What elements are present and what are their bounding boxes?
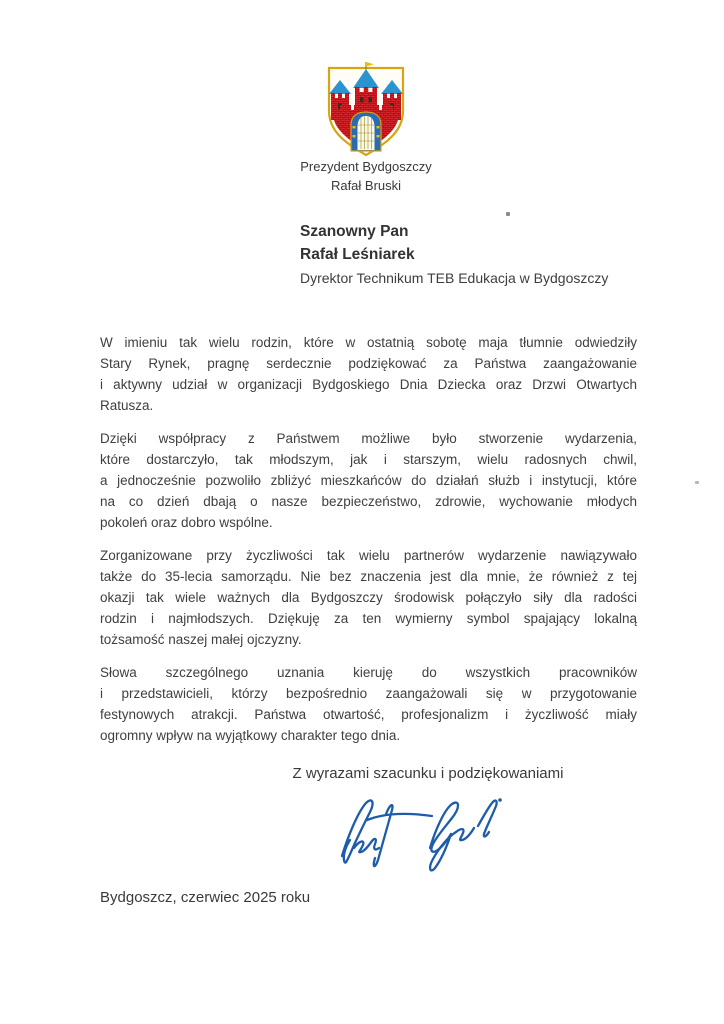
- paragraph-2: [100, 428, 637, 533]
- body-line: i aktywny udział w organizacji Bydgoskiego Dnia Dziecka oraz Drzwi Otwartych: [100, 377, 637, 392]
- letterhead-sender-name: Rafał Bruski: [330, 178, 402, 193]
- body-line: także do 35-lecia samorządu. Nie bez znaczenia jest dla mnie, że również z tej: [100, 569, 637, 584]
- body-line: pokoleń oraz dobro wspólne.: [100, 515, 273, 530]
- bydgoszcz-coat-of-arms-icon: [327, 61, 405, 157]
- body-line: Stary Rynek, pragnę serdecznie podziękować za Państwa zaangażowanie: [100, 356, 637, 371]
- paragraph-4: [100, 662, 637, 746]
- dateline: Bydgoszcz, czerwiec 2025 roku: [100, 889, 311, 906]
- scan-artifact-speck: [506, 212, 510, 216]
- body-line: Ratusza.: [100, 398, 154, 413]
- recipient-salutation: Szanowny Pan: [300, 223, 409, 240]
- paragraph-1: [100, 332, 637, 416]
- body-line: W imieniu tak wielu rodzin, które w ostatnią sobotę maja tłumnie odwiedziły: [100, 335, 637, 350]
- letterhead-office-block: [266, 157, 466, 195]
- body-line: Zorganizowane przy życzliwości tak wielu partnerów wydarzenie nawiązywało: [100, 548, 637, 563]
- handwritten-signature-icon: [334, 790, 509, 878]
- letterhead-office-title: Prezydent Bydgoszczy: [300, 159, 432, 174]
- scan-artifact-speck: [695, 481, 699, 484]
- body-line: które dostarczyło, tak młodszym, jak i starszym, wielu radosnych chwil,: [100, 452, 637, 467]
- body-line: tożsamość naszej małej ojczyzny.: [100, 632, 302, 647]
- body-line: rodzin i najmłodszych. Dziękuję za ten wymierny symbol spajający lokalną: [100, 611, 637, 626]
- recipient-title: Dyrektor Technikum TEB Edukacja w Bydgoszczy: [300, 270, 609, 286]
- body-line: okazji tak wiele ważnych dla Bydgoszczy środowisk połączyło siły dla radości: [100, 590, 637, 605]
- letter-body: [100, 332, 637, 758]
- recipient-block: [300, 220, 608, 290]
- body-line: na co dzień dbają o nasze bezpieczeństwo, zdrowie, wychowanie młodych: [100, 494, 637, 509]
- body-line: festynowych atrakcji. Państwa otwartość, profesjonalizm i życzliwość miały: [100, 707, 637, 722]
- body-line: a jednocześnie pozwoliło zbliżyć mieszkańców do działań służb i instytucji, które: [100, 473, 637, 488]
- body-line: i przedstawicieli, którzy bezpośrednio zaangażowali się w przygotowanie: [100, 686, 637, 701]
- body-line: Słowa szczególnego uznania kieruję do wszystkich pracowników: [100, 665, 637, 680]
- valediction: Z wyrazami szacunku i podziękowaniami: [292, 765, 564, 782]
- body-line: ogromny wpływ na wyjątkowy charakter tego dnia.: [100, 728, 401, 743]
- recipient-name: Rafał Leśniarek: [300, 246, 415, 263]
- body-line: Dzięki współpracy z Państwem możliwe było stworzenie wydarzenia,: [100, 431, 637, 446]
- paragraph-3: [100, 545, 637, 650]
